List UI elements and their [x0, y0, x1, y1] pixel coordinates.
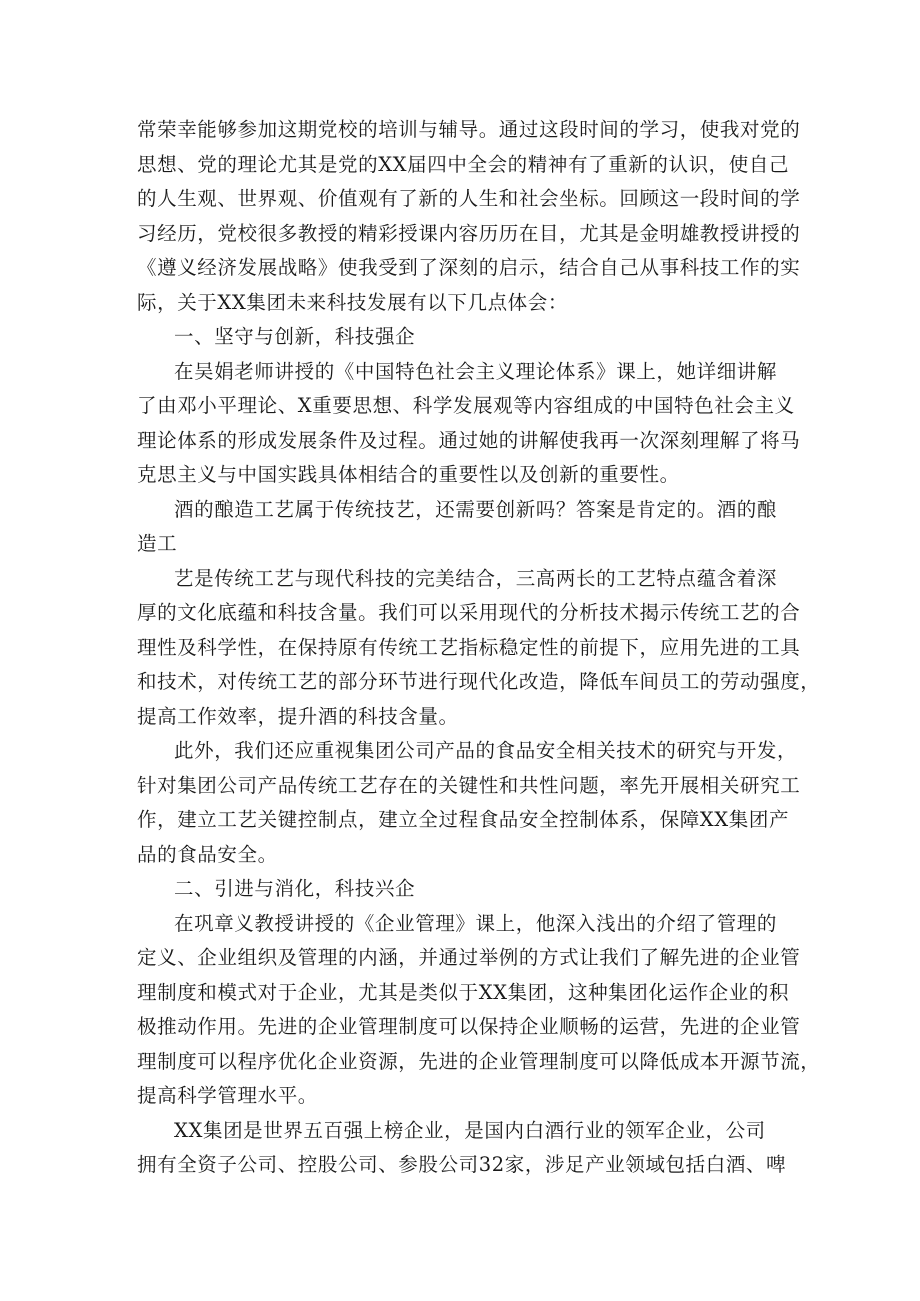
text-line: 思想、党的理论尤其是党的XX届四中全会的精神有了重新的认识，使自己 — [137, 152, 790, 176]
text-line: 克思主义与中国实践具体相结合的重要性以及创新的重要性。 — [137, 463, 680, 486]
text-line: 理论体系的形成发展条件及过程。通过她的讲解使我再一次深刻理解了将马 — [137, 428, 801, 452]
text-line: XX集团是世界五百强上榜企业，是国内白酒行业的领军企业，公司 — [174, 1118, 766, 1142]
text-line: 针对集团公司产品传统工艺存在的关键性和共性问题，率先开展相关研究工 — [137, 773, 801, 797]
text-line: 习经历，党校很多教授的精彩授课内容历历在目，尤其是金明雄教授讲授的 — [137, 221, 801, 245]
text-line: 《遵义经济发展战略》使我受到了深刻的启示，结合自己从事科技工作的实 — [137, 256, 801, 279]
text-line: 在吴娟老师讲授的《中国特色社会主义理论体系》课上，她详细讲解 — [174, 359, 778, 383]
text-line: 拥有全资子公司、控股公司、参股公司32家，涉足产业领域包括白酒、啤 — [137, 1153, 787, 1176]
text-line: 和技术，对传统工艺的部分环节进行现代化改造，降低车间员工的劳动强度， — [137, 670, 821, 693]
text-line: 际，关于XX集团未来科技发展有以下几点体会： — [137, 290, 568, 314]
text-line: 提高工作效率，提升酒的科技含量。 — [137, 704, 459, 728]
text-line: 品的食品安全。 — [137, 842, 278, 866]
text-line: 在巩章义教授讲授的《企业管理》课上，他深入浅出的介绍了管理的 — [174, 911, 778, 935]
text-line: 定义、企业组织及管理的内涵，并通过举例的方式让我们了解先进的企业管 — [137, 946, 801, 969]
text-line: 酒的酿造工艺属于传统技艺，还需要创新吗？答案是肯定的。酒的酿 — [174, 497, 778, 521]
text-line: 了由邓小平理论、X重要思想、科学发展观等内容组成的中国特色社会主义 — [137, 394, 795, 417]
document-body — [137, 113, 821, 1183]
text-line: 一、坚守与创新，科技强企 — [174, 325, 416, 348]
text-line: 理性及科学性，在保持原有传统工艺指标稳定性的前提下，应用先进的工具 — [137, 635, 801, 659]
text-line: 理制度可以程序优化企业资源，先进的企业管理制度可以降低成本开源节流， — [137, 1049, 821, 1073]
text-line: 厚的文化底蕴和科技含量。我们可以采用现代的分析技术揭示传统工艺的合 — [137, 601, 801, 624]
text-line: 的人生观、世界观、价值观有了新的人生和社会坐标。回顾这一段时间的学 — [137, 187, 801, 210]
text-line: 此外，我们还应重视集团公司产品的食品安全相关技术的研究与开发， — [174, 739, 798, 762]
text-line: 理制度和模式对于企业，尤其是类似于XX集团，这种集团化运作企业的积 — [137, 980, 790, 1004]
text-line: 极推动作用。先进的企业管理制度可以保持企业顺畅的运营，先进的企业管 — [137, 1015, 801, 1038]
text-line: 提高科学管理水平。 — [137, 1084, 318, 1107]
text-line: 二、引进与消化，科技兴企 — [174, 877, 416, 900]
text-line: 常荣幸能够参加这期党校的培训与辅导。通过这段时间的学习，使我对党的 — [137, 118, 801, 141]
text-line: 艺是传统工艺与现代科技的完美结合，三高两长的工艺特点蕴含着深 — [174, 566, 778, 590]
text-line: 造工 — [137, 532, 178, 555]
text-line: 作，建立工艺关键控制点，建立全过程食品安全控制体系，保障XX集团产 — [137, 808, 790, 831]
